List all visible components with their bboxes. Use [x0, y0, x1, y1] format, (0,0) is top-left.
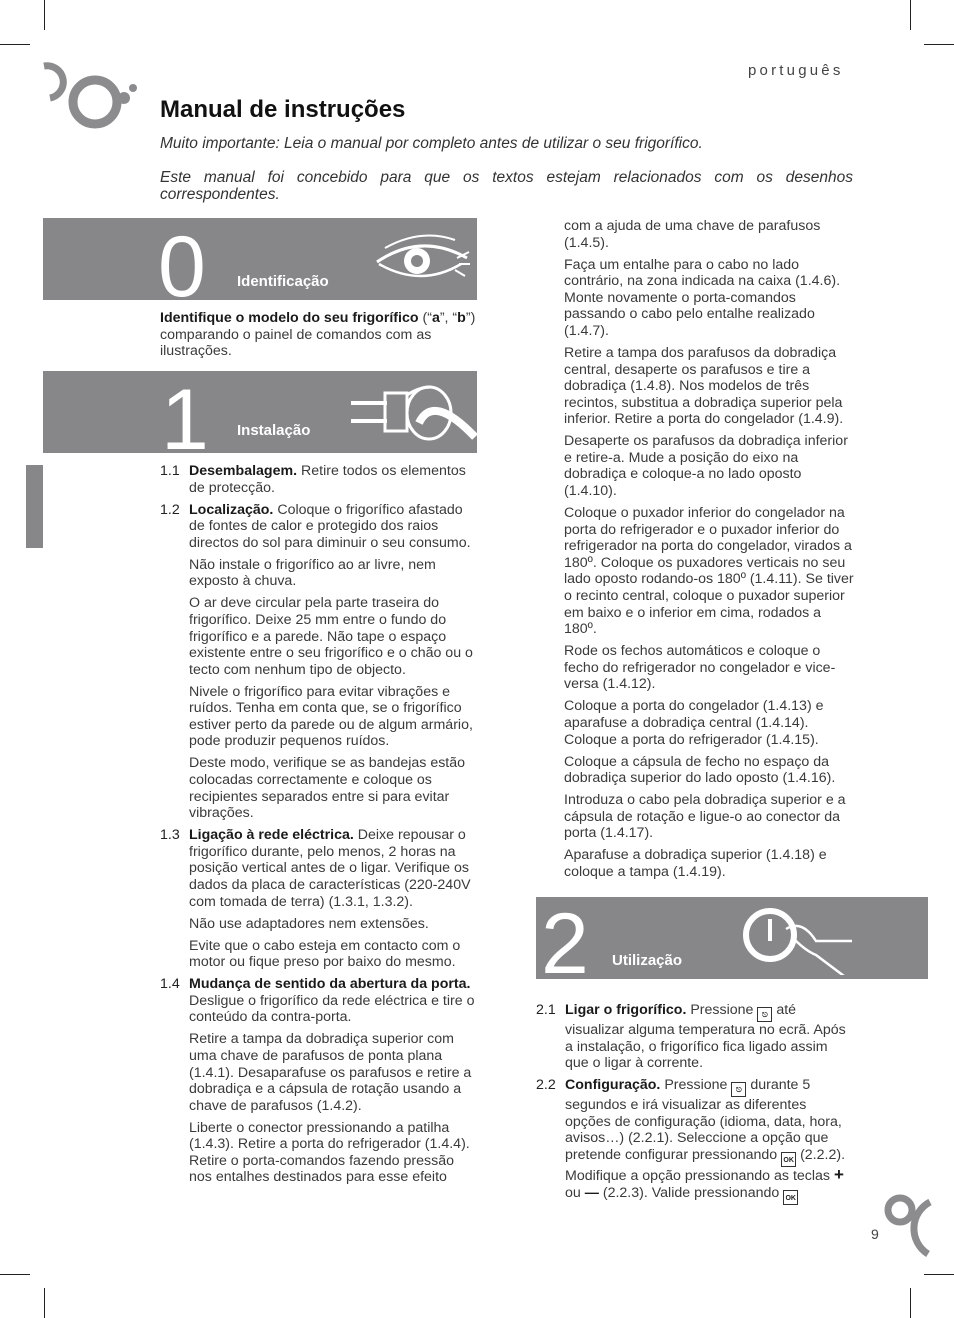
list-item: 1.2 Localização. Coloque o frigorífico afastado de fontes de calor e protegido dos raios directos do sol para diminuir o seu consumo.	[160, 501, 471, 551]
section-header-identification	[43, 218, 477, 300]
section-label: Identificação	[237, 273, 329, 290]
power-button-icon	[736, 905, 856, 975]
section-label: Utilização	[612, 952, 683, 969]
list-item: 1.3 Ligação à rede eléctrica. Deixe repousar o frigorífico durante, pelo menos, 2 horas na posição vertical antes de o ligar. Verifique os dados da placa de características (220-240V com tomada de terra) (1.3.1, 1.3.2).	[160, 827, 471, 910]
identify-lead: Identifique o modelo do seu frigorífico	[160, 310, 419, 326]
crop-mark	[924, 1274, 954, 1275]
paragraph: Liberte o conector pressionando a patilha (1.4.3). Retire a porta do refrigerador (1.4.4). Retire o porta-comandos fazendo pressão nos entalhes destinados para esse efeito	[189, 1119, 470, 1186]
section-label: Instalação	[237, 422, 311, 439]
list-item: 2.2 Configuração. Pressione ⎋ durante 5 segundos e irá visualizar as diferentes opções de configuração (idioma, data, hora, avisos…) (2.2.1). Seleccione a opção que pretende configurar pressionando OK (2.2.2). Modifique a opção pressionando as teclas + ou — (2.2.3). Valide pressionando OK	[536, 1077, 854, 1204]
section-number: 0	[158, 219, 206, 300]
list-item: 2.1 Ligar o frigorífico. Pressione ⎋ até visualizar alguma temperatura no ecrã. Após a instalação, o frigorífico fica ligado assim que o ligar à corrente.	[536, 1002, 846, 1072]
page-title: Manual de instruções	[160, 96, 406, 123]
side-tab-marker	[26, 465, 43, 548]
paragraph: O ar deve circular pela parte traseira do frigorífico. Deixe 25 mm entre o fundo do frigorífico e a parede. Não tape o espaço existente entre o seu frigorífico e o chão ou o tecto com nenhum tipo de objecto.	[189, 595, 473, 678]
language-label: português	[748, 62, 844, 79]
paragraph: Não use adaptadores nem extensões.	[189, 915, 429, 932]
paragraph: Coloque a porta do congelador (1.4.13) e aparafuse a dobradiça central (1.4.14). Coloque a porta do refrigerador (1.4.15).	[564, 698, 824, 748]
section-2-text	[536, 1002, 854, 1210]
power-key-icon: ⎋	[731, 1082, 746, 1097]
paragraph: Introduza o cabo pela dobradiça superior e a cápsula de rotação e ligue-o ao conector da porta (1.4.17).	[564, 792, 846, 842]
section-header-usage	[536, 897, 928, 979]
plug-icon	[345, 383, 477, 447]
ok-key-icon: OK	[781, 1152, 796, 1167]
paragraph: Rode os fechos automáticos e coloque o fecho do refrigerador no congelador e vice-versa (1.4.12).	[564, 643, 836, 693]
intro-warning: Muito importante: Leia o manual por completo antes de utilizar o seu frigorífico.	[160, 135, 703, 152]
paragraph: Evite que o cabo esteja em contacto com o motor ou fique preso por baixo do mesmo.	[189, 937, 461, 971]
brand-logo-icon	[40, 62, 140, 138]
paragraph: Deste modo, verifique se as bandejas estão colocadas correctamente e coloque os recipientes separados entre si para evitar vibrações.	[189, 755, 466, 822]
section-number: 2	[541, 897, 589, 979]
section-number: 1	[161, 372, 209, 453]
crop-mark	[44, 1288, 45, 1318]
list-item: 1.4 Mudança de sentido da abertura da porta. Desligue o frigorífico da rede eléctrica e tire o conteúdo da contra-porta.	[160, 976, 475, 1026]
paragraph: Faça um entalhe para o cabo no lado contrário, na zona indicada na caixa (1.4.6). Monte novamente o porta-comandos passando o cabo pelo entalhe realizado (1.4.7).	[564, 256, 841, 339]
section-1-continued	[564, 218, 854, 886]
plus-key-icon: +	[833, 1164, 844, 1184]
crop-mark	[910, 1288, 911, 1318]
paragraph: Desaperte os parafusos da dobradiça inferior e retire-a. Mude a posição do eixo na dobradiça e coloque-a no lado oposto (1.4.10).	[564, 433, 848, 500]
crop-mark	[44, 0, 45, 30]
minus-key-icon: —	[584, 1184, 599, 1201]
paragraph: Não instale o frigorífico ao ar livre, nem exposto à chuva.	[189, 556, 436, 590]
brand-logo-icon	[884, 1192, 954, 1262]
paragraph: com a ajuda de uma chave de parafusos (1.4.5).	[564, 218, 821, 251]
crop-mark	[0, 1274, 30, 1275]
list-item: 1.1 Desembalagem. Retire todos os elementos de protecção.	[160, 463, 466, 496]
crop-mark	[910, 0, 911, 30]
paragraph: Coloque o puxador inferior do congelador na porta do refrigerador e o puxador inferior do refrigerador na porta do congelador, virados a 180º. Coloque os puxadores verticais no seu lado oposto rodando-os 180º (1.4.11). Se tiver o recinto central, coloque o puxador superior em baixo e o inferior em cima, rodados a 180º.	[564, 505, 854, 638]
crop-mark	[924, 44, 954, 45]
crop-mark	[0, 44, 30, 45]
power-key-icon: ⎋	[757, 1007, 772, 1022]
paragraph: Coloque a cápsula de fecho no espaço da dobradiça superior do lado oposto (1.4.16).	[564, 753, 836, 787]
eye-icon	[371, 228, 471, 292]
paragraph: Aparafuse a dobradiça superior (1.4.18) e coloque a tampa (1.4.19).	[564, 847, 827, 880]
paragraph: Nivele o frigorífico para evitar vibrações e ruídos. Tenha em conta que, se o frigorífico estiver perto da parede ou de algum armário, pode produzir pequenos ruídos.	[189, 683, 473, 750]
section-header-installation	[43, 371, 477, 453]
paragraph: Retire a tampa dos parafusos da dobradiça central, desaperte os parafusos e tire a dobradiça (1.4.8). Nos modelos de três recintos, substitua a dobradiça superior pela inferior. Retire a porta do congelador (1.4.9).	[564, 344, 844, 428]
ok-key-icon: OK	[783, 1190, 798, 1205]
paragraph: Retire a tampa da dobradiça superior com uma chave de parafusos de ponta plana (1.4.1). Desaparafuse os parafusos e retire a dobradiça e a cápsula de rotação usando a chave de parafusos (1.4.2).	[189, 1031, 472, 1114]
intro-description: Este manual foi concebido para que os textos estejam relacionados com os desenhos correspondentes.	[160, 169, 853, 203]
page-number: 9	[871, 1226, 879, 1242]
section-0-text: Identifique o modelo do seu frigorífico (“a”, “b”) comparando o painel de comandos com as ilustrações.	[160, 310, 476, 360]
section-1-text	[160, 463, 478, 1191]
